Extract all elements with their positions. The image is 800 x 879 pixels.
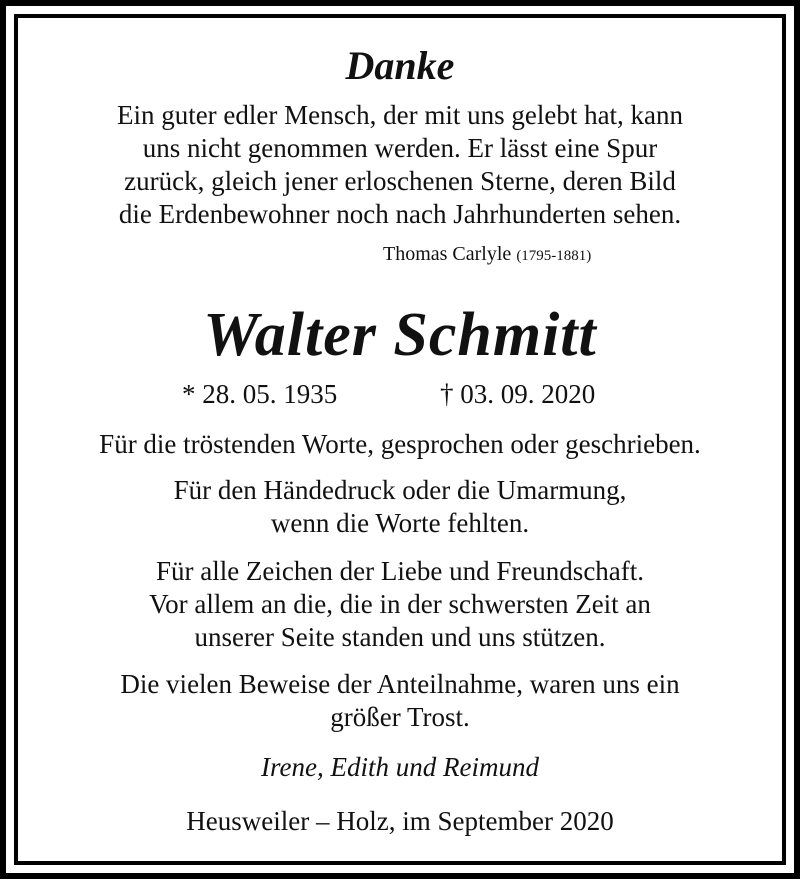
- quote-line: die Erdenbewohner noch nach Jahrhunderten sehen.: [118, 199, 682, 229]
- paragraph-1: [18, 428, 782, 461]
- deceased-name: Walter Schmitt: [203, 301, 597, 369]
- text-line: wenn die Worte fehlten.: [270, 508, 530, 538]
- place-date: Heusweiler – Holz, im September 2020: [186, 806, 614, 836]
- paragraph-4: [18, 668, 782, 734]
- text-line: Für alle Zeichen der Liebe und Freundschaft.: [155, 556, 645, 586]
- text-line: Die vielen Beweise der Anteilnahme, waren uns ein: [120, 669, 680, 699]
- quote-line: Ein guter edler Mensch, der mit uns gelebt hat, kann: [116, 100, 684, 130]
- signature: Irene, Edith und Reimund: [261, 752, 539, 782]
- author-years: (1795-1881): [516, 248, 592, 264]
- paragraph-3: [18, 555, 782, 654]
- author-name: Thomas Carlyle: [383, 243, 512, 265]
- quote-author: [383, 242, 591, 268]
- text-line: größer Trost.: [330, 702, 470, 732]
- quote: [18, 99, 782, 231]
- paragraph-2: [18, 474, 782, 540]
- death-date: † 03. 09. 2020: [440, 379, 596, 409]
- text-line: Für die tröstenden Worte, gesprochen oder geschrieben.: [99, 429, 701, 459]
- birth-date: * 28. 05. 1935: [182, 379, 338, 409]
- quote-line: uns nicht genommen werden. Er lässt eine Spur: [142, 133, 658, 163]
- text-line: Vor allem an die, die in der schwersten Zeit an: [149, 589, 651, 619]
- text-line: unserer Seite standen und uns stützen.: [194, 622, 606, 652]
- text-line: Für den Händedruck oder die Umarmung,: [173, 475, 627, 505]
- notice-title: Danke: [345, 43, 455, 88]
- quote-line: zurück, gleich jener erloschenen Sterne, deren Bild: [124, 166, 676, 196]
